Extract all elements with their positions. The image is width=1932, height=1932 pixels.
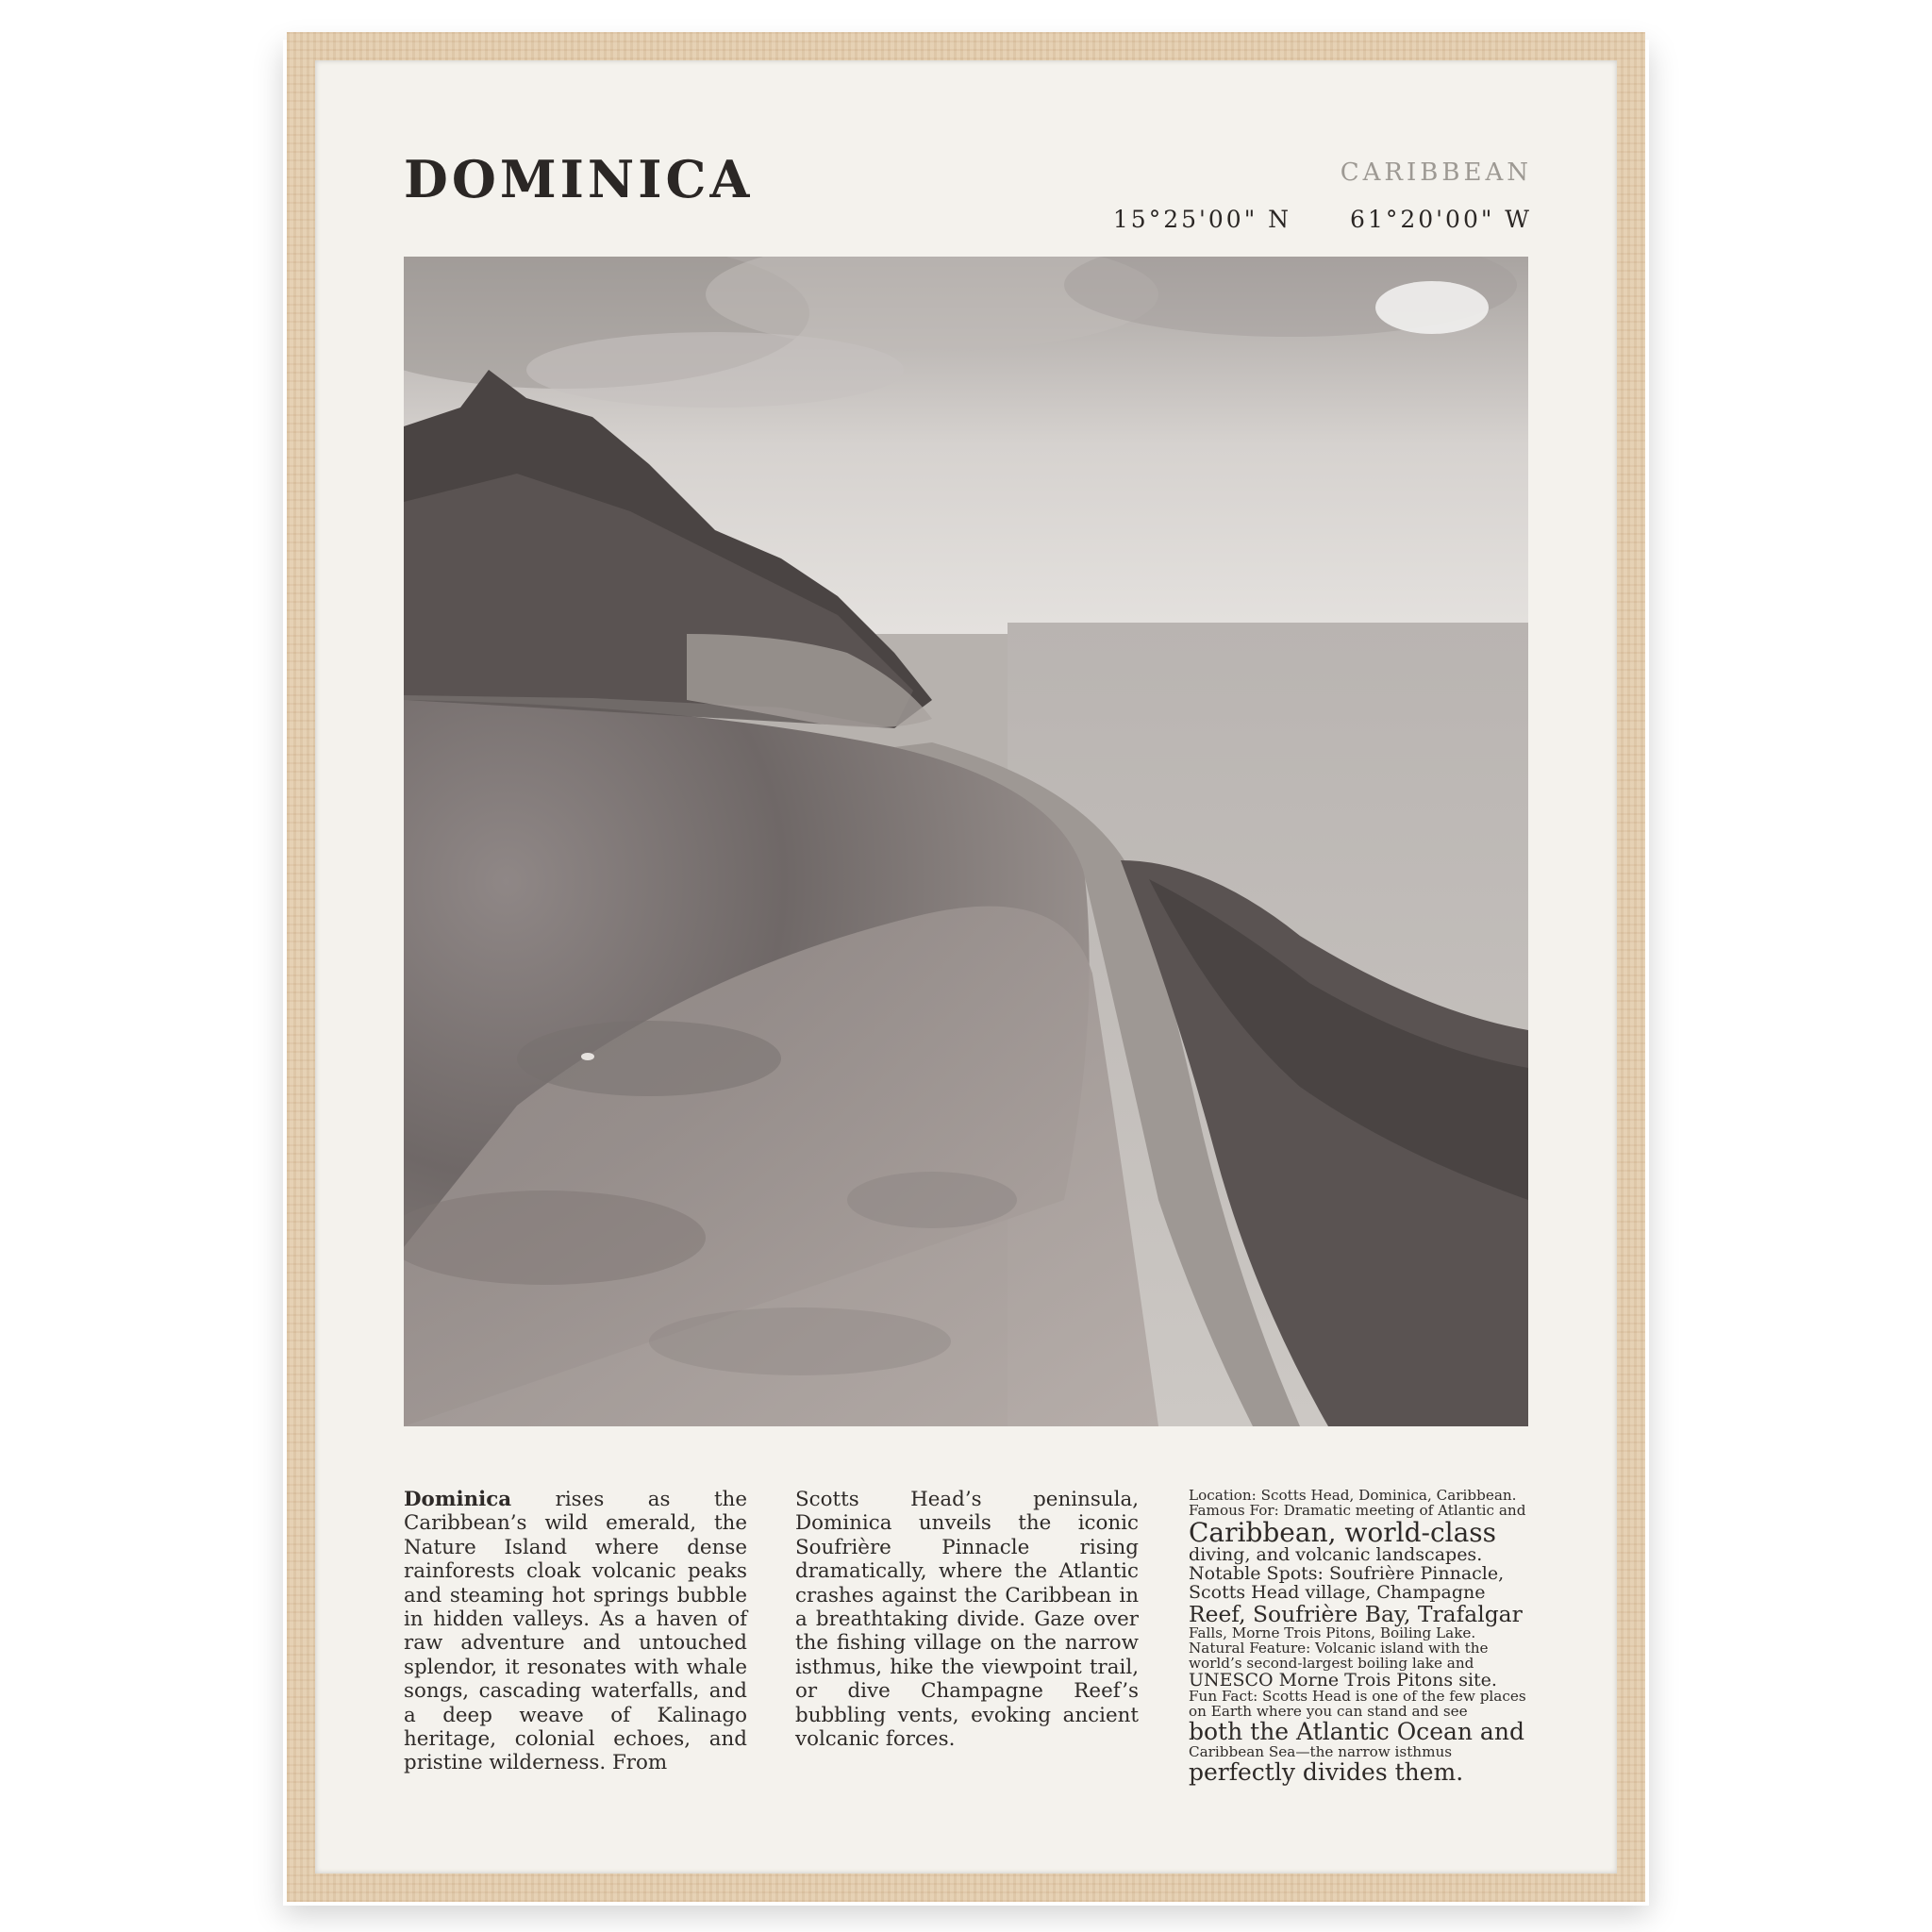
facts-line: Notable Spots: Soufrière Pinnacle,: [1189, 1563, 1505, 1585]
facts-line: Natural Feature: Volcanic island with the: [1189, 1639, 1489, 1657]
description-column-1: [404, 1488, 747, 1775]
longitude: 61°20'00" W: [1350, 206, 1532, 233]
description-lead: Dominica: [404, 1488, 512, 1511]
facts-line: world’s second-largest boiling lake and: [1189, 1654, 1474, 1672]
poster-title: DOMINICA: [404, 149, 754, 209]
facts-line: Fun Fact: Scotts Head is one of the few places: [1189, 1688, 1526, 1706]
description-column-2: Scotts Head’s peninsula, Dominica unveils the iconic Soufrière Pinnacle rising dramatically, where the Atlantic crashes against the Caribbean in a breathtaking divide. Gaze over the fishing village on the narrow isthmus, hike the viewpoint trail, or dive Champagne Reef’s bubbling vents, evoking ancient volcanic forces.: [795, 1488, 1139, 1752]
facts-line: both the Atlantic Ocean and: [1189, 1718, 1524, 1746]
facts-line: diving, and volcanic landscapes.: [1189, 1544, 1483, 1566]
coordinates: [1113, 206, 1532, 233]
facts-line: Reef, Soufrière Bay, Trafalgar: [1189, 1601, 1523, 1628]
facts-line: Famous For: Dramatic meeting of Atlantic and: [1189, 1501, 1526, 1519]
facts-line: Location: Scotts Head, Dominica, Caribbean.: [1189, 1487, 1517, 1504]
facts-block: [1189, 1489, 1530, 1785]
facts-line: UNESCO Morne Trois Pitons site.: [1189, 1669, 1497, 1690]
region-label: CARIBBEAN: [1340, 158, 1532, 187]
description-column-1-text: rises as the Caribbean’s wild emerald, the Nature Island where dense rainforests cloak volcanic peaks and steaming hot springs bubble in hidden valleys. As a haven of raw adventure and untouched splendor, it resonates with whale songs, cascading waterfalls, and a deep weave of Kalinago heritage, colonial echoes, and pristine wilderness. From: [404, 1488, 747, 1775]
latitude: 15°25'00" N: [1112, 206, 1292, 233]
facts-line: Caribbean, world-class: [1189, 1516, 1497, 1548]
facts-line: perfectly divides them.: [1189, 1757, 1464, 1786]
facts-line: Caribbean Sea—the narrow isthmus: [1189, 1742, 1453, 1760]
landscape-photo: [404, 257, 1528, 1426]
facts-line: Falls, Morne Trois Pitons, Boiling Lake.: [1189, 1624, 1476, 1641]
facts-line: on Earth where you can stand and see: [1189, 1703, 1468, 1721]
facts-line: Scotts Head village, Champagne: [1189, 1582, 1486, 1604]
